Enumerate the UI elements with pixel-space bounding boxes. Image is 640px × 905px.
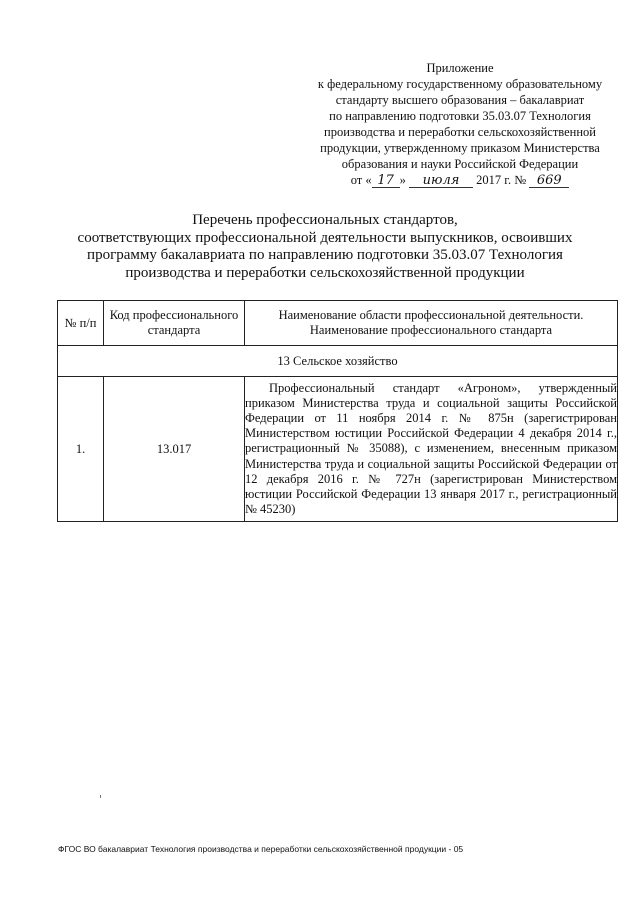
handwritten-month: июля [409, 174, 473, 188]
handwritten-day: 17 [372, 174, 400, 188]
date-prefix: от « [350, 173, 372, 187]
table-section-row [58, 346, 618, 377]
appendix-line: к федеральному государственному образовательному [317, 77, 603, 91]
title-line: Перечень профессиональных стандартов, [192, 212, 458, 228]
appendix-block [300, 60, 620, 188]
row-text-cell [245, 377, 618, 522]
header-num: № п/п [58, 301, 104, 346]
page-footer: ФГОС ВО бакалавриат Технология производства и переработки сельскохозяйственной продукции - 05 [58, 844, 464, 854]
date-year: 2017 г. № [476, 173, 527, 187]
header-name: Наименование области профессиональной деятельности. Наименование профессионального стандарта [245, 301, 618, 346]
handwritten-order-number: 669 [529, 174, 569, 188]
title-line: производства и переработки сельскохозяйственной продукции [125, 264, 525, 281]
appendix-line: стандарту высшего образования – бакалавриат [335, 93, 585, 107]
appendix-title: Приложение [426, 61, 494, 75]
title-line: программу бакалавриата по направлению подготовки 35.03.07 Технология [87, 247, 563, 263]
table-row [58, 377, 618, 522]
row-code: 13.017 [104, 377, 245, 522]
appendix-line: образования и науки Российской Федерации [341, 157, 579, 171]
header-code: Код профессионального стандарта [104, 301, 245, 346]
footnote-mark [100, 795, 102, 798]
appendix-line: по направлению подготовки 35.03.07 Технология [329, 109, 591, 123]
row-text: Профессиональный стандарт «Агроном», утвержденный приказом Министерства труда и социальной защиты Российской Федерации от 11 ноября 2014 г. № 875н (зарегистрирован Министерством юстиции Российской Федерации 4 декабря 2014 г., регистрационный № 35088), с изменением, внесенным приказом Министерства труда и социальной защиты Российской Федерации от 12 декабря 2016 г. № 727н (зарегистрирован Министерством юстиции Российской Федерации 13 января 2017 г., регистрационный № 45230) [245, 380, 617, 517]
document-title [60, 212, 590, 282]
appendix-date-line [300, 172, 620, 188]
title-line: соответствующих профессиональной деятельности выпускников, освоивших [77, 229, 573, 246]
date-mid: » [399, 173, 406, 187]
section-title: 13 Сельское хозяйство [58, 346, 618, 377]
appendix-line: производства и переработки сельскохозяйственной [324, 125, 596, 139]
table-header-row [58, 301, 618, 346]
row-num: 1. [58, 377, 104, 522]
standards-table [57, 300, 618, 522]
appendix-line: продукции, утвержденному приказом Министерства [320, 141, 600, 155]
